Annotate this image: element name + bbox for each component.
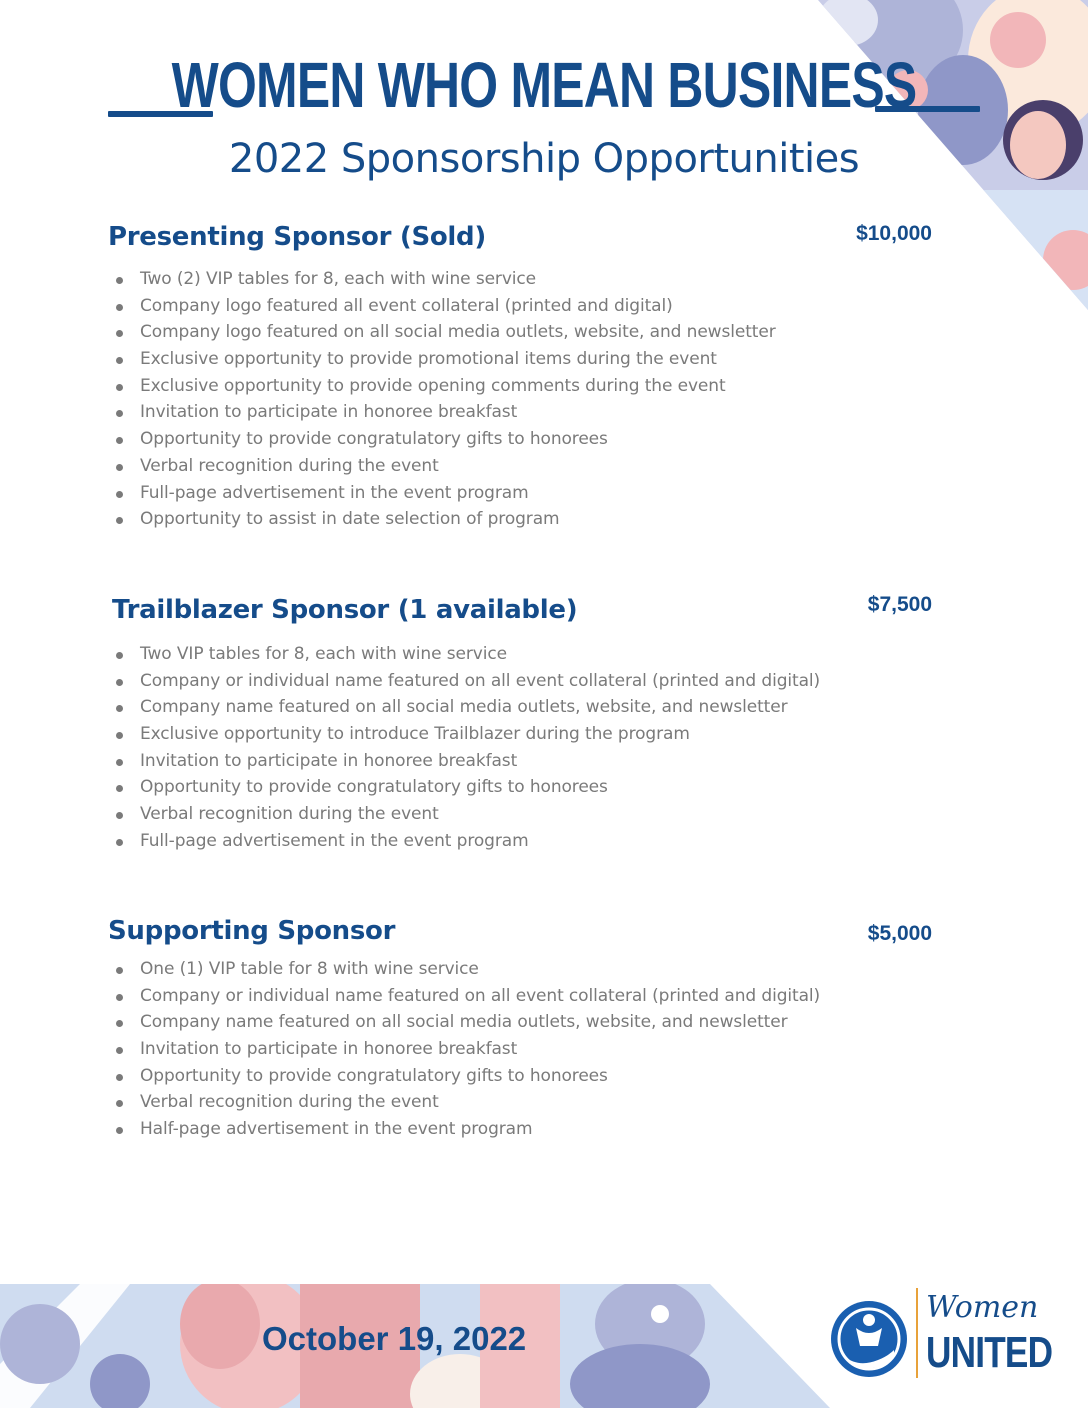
section-title: Presenting Sponsor (Sold) [108,222,486,252]
list-item: Verbal recognition during the event [108,801,938,828]
united-way-hand-icon [828,1298,910,1380]
section-price: $10,000 [856,222,932,245]
section-title: Supporting Sponsor [108,916,396,946]
section-presenting-sponsor [108,220,938,533]
list-item: Company or individual name featured on all event collateral (printed and digital) [108,668,938,695]
list-item: Exclusive opportunity to introduce Trailblazer during the program [108,721,938,748]
logo-women-text: Women [926,1290,1039,1325]
event-date: October 19, 2022 [262,1320,527,1357]
list-item: Opportunity to provide congratulatory gifts to honorees [108,426,938,453]
list-item: Company name featured on all social media outlets, website, and newsletter [108,694,938,721]
list-item: Opportunity to provide congratulatory gifts to honorees [108,1063,938,1090]
logo-united-text: UNITED [926,1328,1053,1377]
women-united-logo [828,1286,1053,1386]
list-item: Full-page advertisement in the event program [108,828,938,855]
benefit-list [108,266,938,533]
list-item: Exclusive opportunity to provide opening comments during the event [108,373,938,400]
list-item: Invitation to participate in honoree breakfast [108,399,938,426]
section-price: $7,500 [867,593,932,616]
list-item: Opportunity to provide congratulatory gifts to honorees [108,774,938,801]
list-item: Company logo featured all event collateral (printed and digital) [108,293,938,320]
list-item: Exclusive opportunity to provide promotional items during the event [108,346,938,373]
benefit-list [108,956,938,1143]
section-title: Trailblazer Sponsor (1 available) [112,595,578,625]
list-item: Two VIP tables for 8, each with wine service [108,641,938,668]
section-supporting-sponsor [108,914,938,1143]
list-item: Half-page advertisement in the event program [108,1116,938,1143]
list-item: Verbal recognition during the event [108,453,938,480]
logo-divider [916,1288,918,1378]
list-item: Two (2) VIP tables for 8, each with wine service [108,266,938,293]
list-item: Full-page advertisement in the event program [108,480,938,507]
list-item: Company or individual name featured on all event collateral (printed and digital) [108,983,938,1010]
list-item: One (1) VIP table for 8 with wine service [108,956,938,983]
list-item: Opportunity to assist in date selection of program [108,506,938,533]
section-price: $5,000 [867,922,932,945]
list-item: Invitation to participate in honoree breakfast [108,1036,938,1063]
page-title: WOMEN WHO MEAN BUSINESS [171,49,917,121]
list-item: Company name featured on all social media outlets, website, and newsletter [108,1009,938,1036]
page-subtitle: 2022 Sponsorship Opportunities [228,136,860,182]
list-item: Verbal recognition during the event [108,1089,938,1116]
benefit-list [108,641,938,855]
section-trailblazer-sponsor [108,593,938,855]
list-item: Company logo featured on all social media outlets, website, and newsletter [108,319,938,346]
list-item: Invitation to participate in honoree breakfast [108,748,938,775]
